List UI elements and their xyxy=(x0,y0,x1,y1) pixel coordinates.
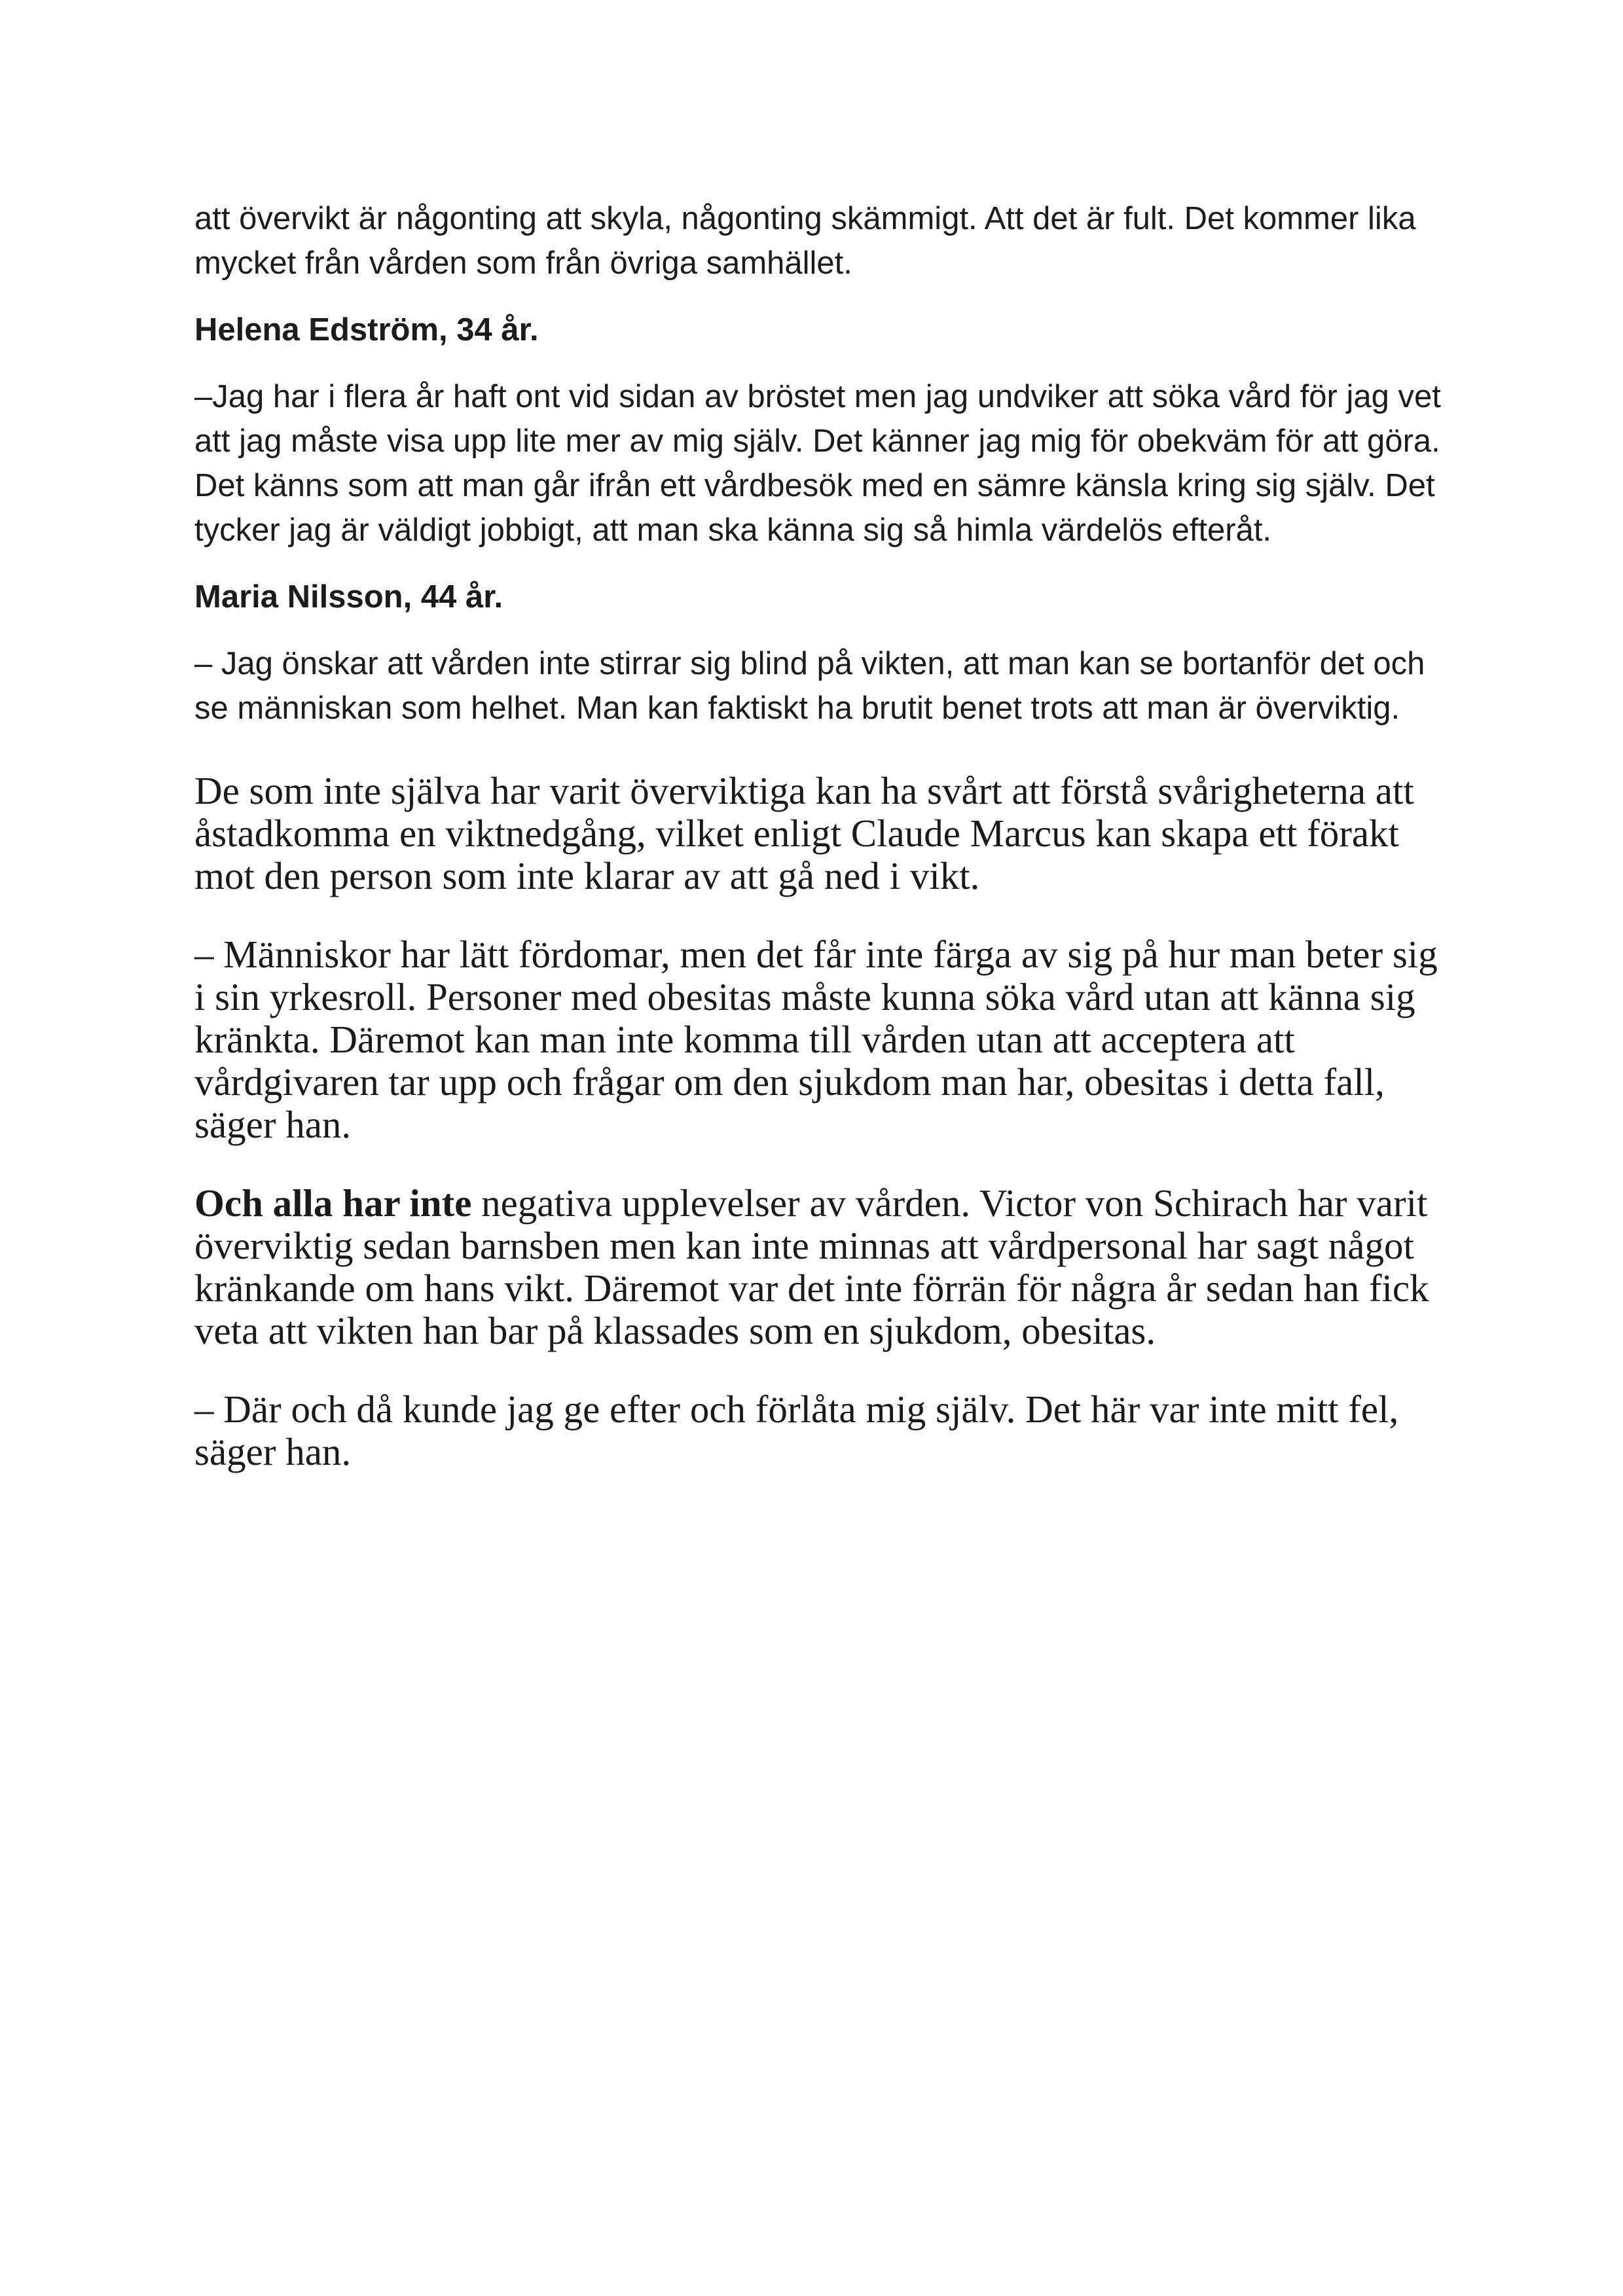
helena-name: Helena Edström, 34 år. xyxy=(194,312,539,348)
helena-quote: –Jag har i flera år haft ont vid sidan av bröstet men jag undviker att söka vård för jag vet att jag måste visa upp lite mer av mig själv. Det känner jag mig för obekväm för att göra. Det känns som att man går ifrån ett vårdbesök med en sämre känsla kring sig själv. Det tycker jag är väldigt jobbigt, att man ska känna sig så himla värdelös efteråt. xyxy=(194,379,1441,548)
paragraph-3-lead: Och alla har inte xyxy=(194,1181,472,1225)
article-section xyxy=(194,770,1442,1473)
quotes-section xyxy=(194,196,1442,730)
paragraph-3-rest: negativa upplevelser av vården. Victor von Schirach har varit överviktig sedan barnsben men kan inte minnas att vårdpersonal har sagt något kränkande om hans vikt. Däremot var det inte förrän för några år sedan han fick veta att vikten han bar på klassades som en sjukdom, obesitas. xyxy=(194,1181,1429,1352)
maria-quote: – Jag önskar att vården inte stirrar sig blind på vikten, att man kan se bortanför det och se människan som helhet. Man kan faktiskt ha brutit benet trots att man är överviktig. xyxy=(194,646,1425,726)
intro-text: att övervikt är någonting att skyla, någonting skämmigt. Att det är fult. Det kommer lika mycket från vården som från övriga samhället. xyxy=(194,201,1416,281)
article-paragraph-3 xyxy=(194,1182,1442,1352)
article-paragraph-4: – Där och då kunde jag ge efter och förlåta mig själv. Det här var inte mitt fel, säger han. xyxy=(194,1388,1399,1473)
page-content xyxy=(194,196,1442,1509)
maria-name: Maria Nilsson, 44 år. xyxy=(194,579,503,615)
article-paragraph-1: De som inte själva har varit överviktiga kan ha svårt att förstå svårigheterna att åstadkomma en viktnedgång, vilket enligt Claude Marcus kan skapa ett förakt mot den person som inte klarar av att gå ned i vikt. xyxy=(194,769,1414,897)
article-paragraph-2: – Människor har lätt fördomar, men det får inte färga av sig på hur man beter sig i sin yrkesroll. Personer med obesitas måste kunna söka vård utan att känna sig kränkta. Däremot kan man inte komma till vården utan att acceptera att vårdgivaren tar upp och frågar om den sjukdom man har, obesitas i detta fall, säger han. xyxy=(194,933,1438,1146)
